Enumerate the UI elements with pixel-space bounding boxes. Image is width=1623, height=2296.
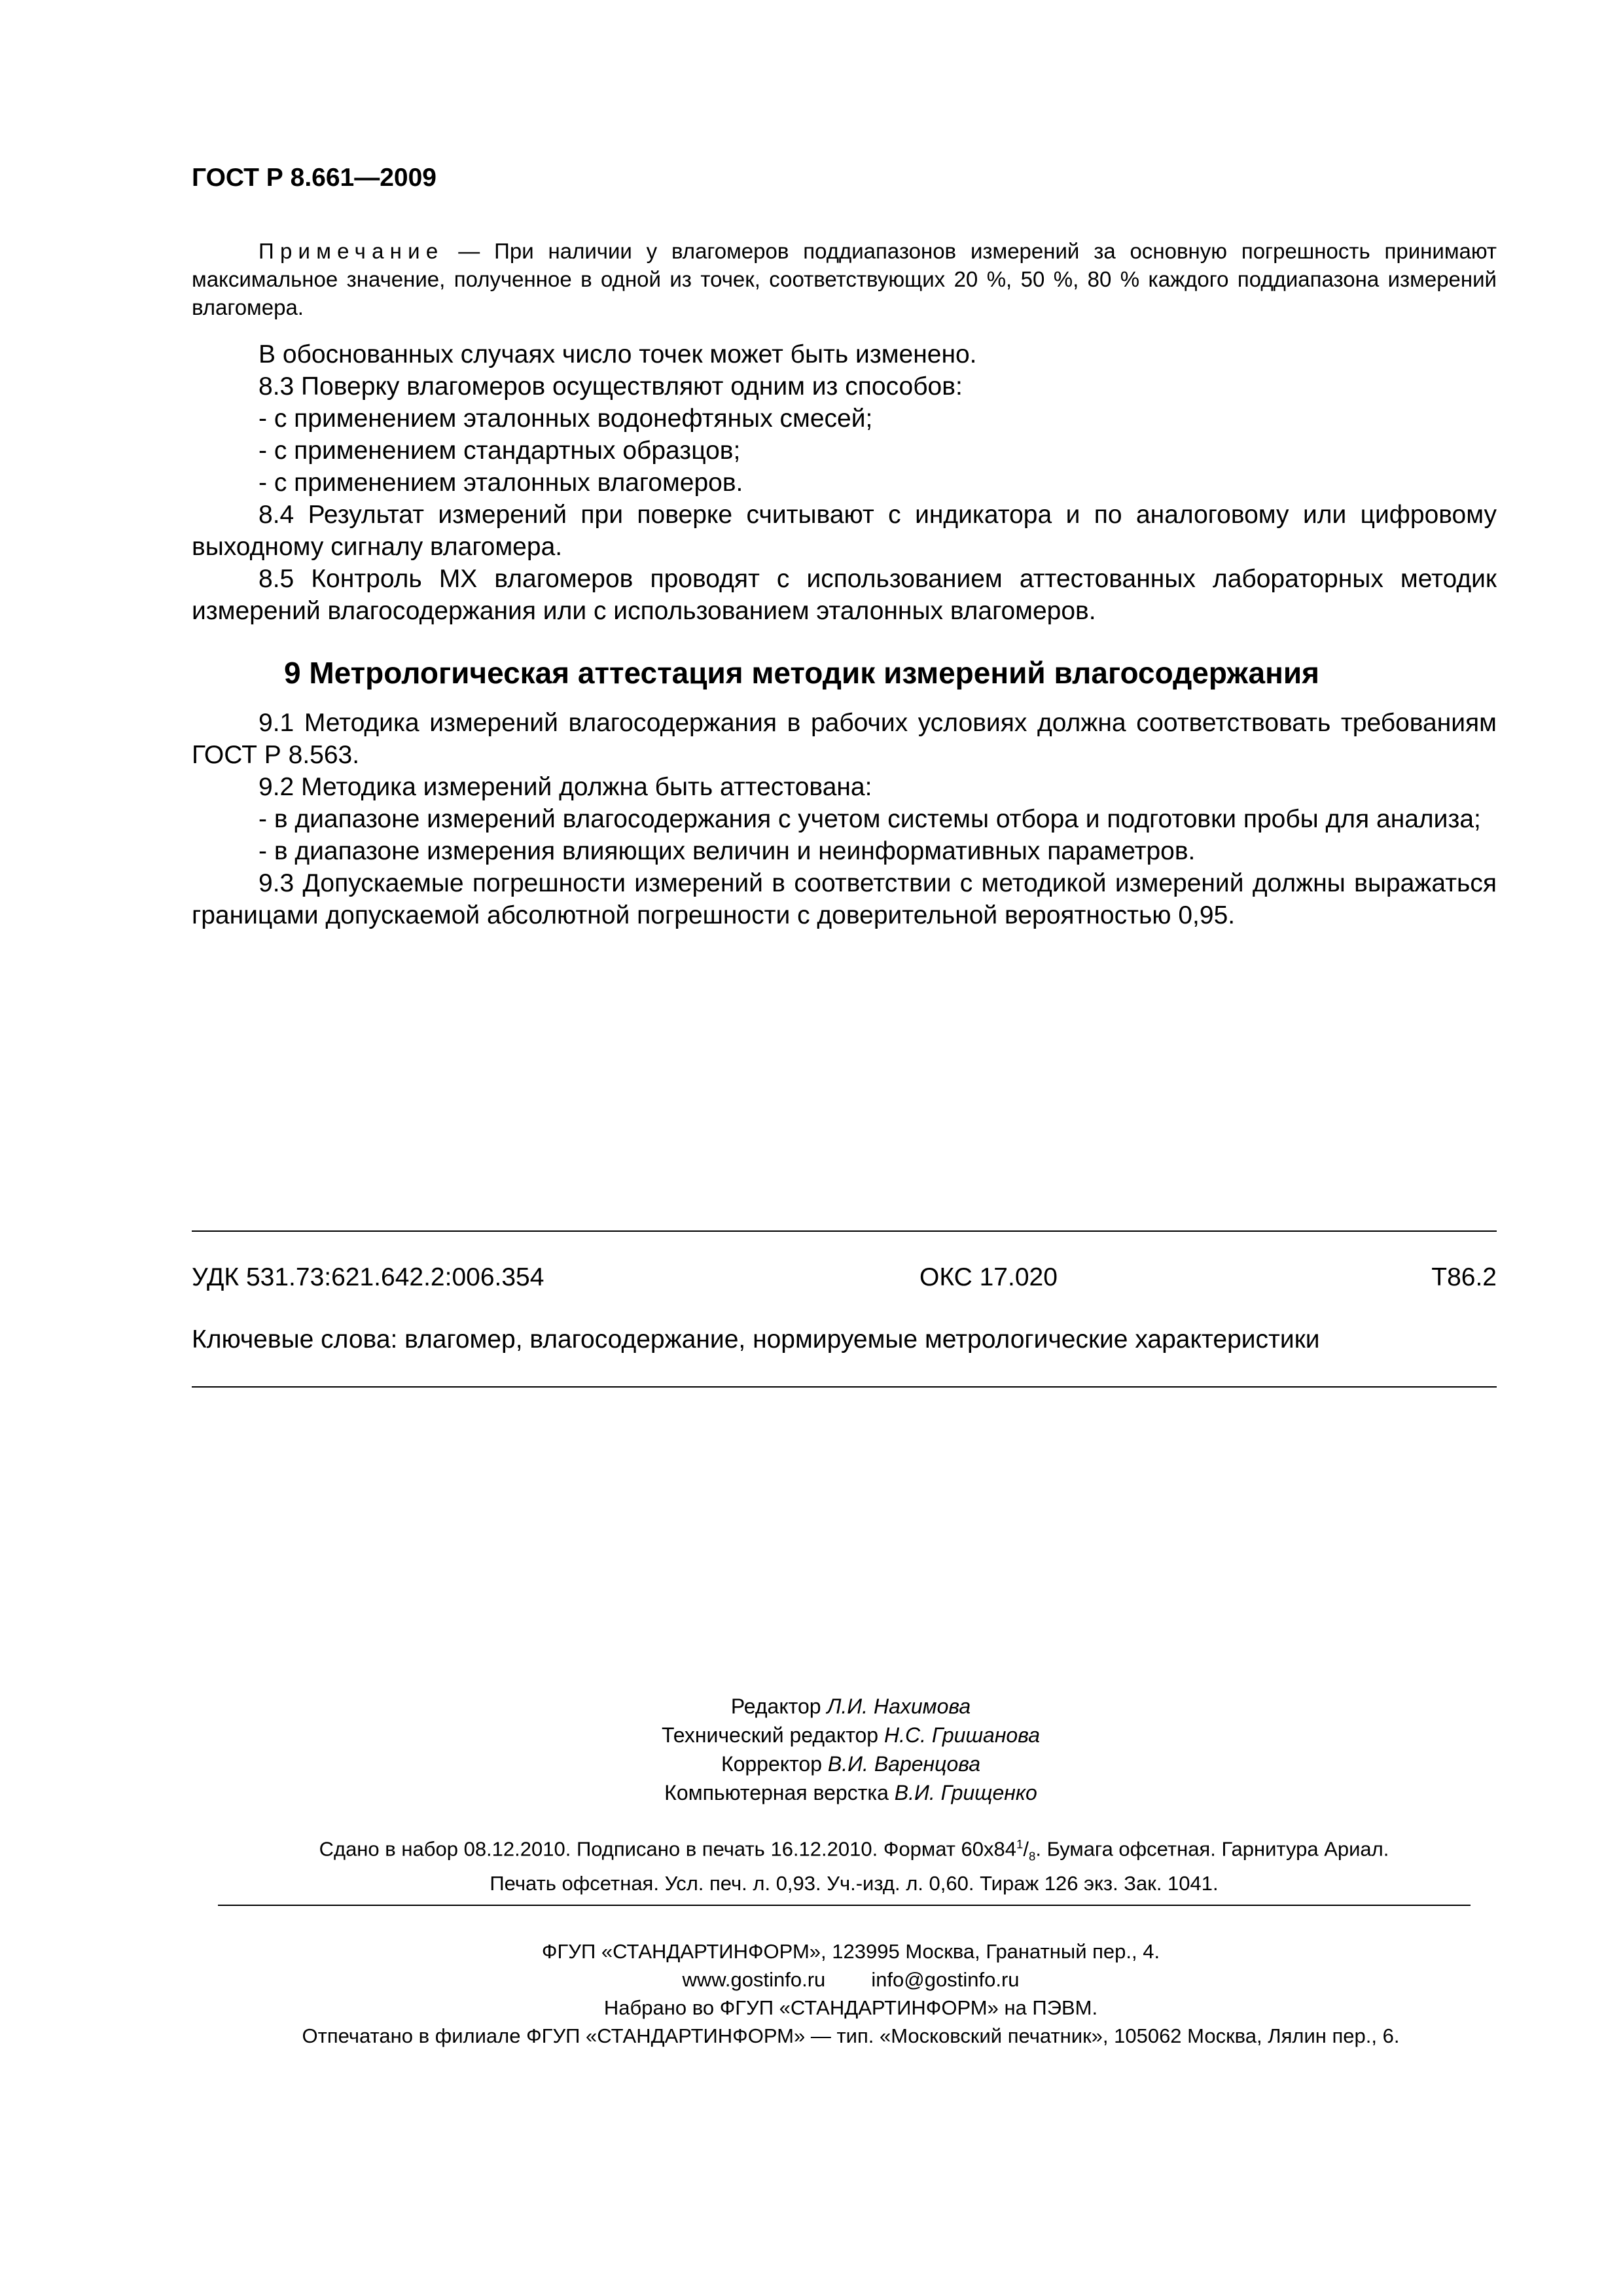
printer-address: ФГУП «СТАНДАРТИНФОРМ», 123995 Москва, Гранатный пер., 4. — [541, 1940, 1160, 1963]
category-code: Т86.2 — [1431, 1263, 1497, 1291]
credit-name: В.И. Грищенко — [894, 1781, 1037, 1804]
credit-name: Н.С. Гришанова — [883, 1723, 1041, 1747]
publication-info — [0, 1831, 1623, 1897]
publication-text: . Бумага офсетная. Гарнитура Ариал. — [1035, 1837, 1389, 1861]
paragraph-9-2: 9.2 Методика измерений должна быть аттестована: — [259, 773, 872, 801]
divider-top — [192, 1230, 1497, 1232]
paragraph-8-5: 8.5 Контроль МХ влагомеров проводят с использованием аттестованных лабораторных методик измерений влагосодержания или с использованием эталонных влагомеров. — [192, 565, 1497, 625]
credit-name: В.И. Варенцова — [827, 1752, 981, 1776]
format-sub: 8 — [1029, 1849, 1036, 1863]
list-item: - с применением эталонных водонефтяных смесей; — [259, 404, 873, 433]
section-8-content — [192, 338, 1497, 627]
credit-name: Л.И. Нахимова — [827, 1695, 971, 1718]
format-sup: 1 — [1016, 1837, 1024, 1851]
list-item: - в диапазоне измерений влагосодержания с учетом системы отбора и подготовки пробы для анализа; — [259, 805, 1481, 833]
oks-code: ОКС 17.020 — [919, 1263, 1058, 1291]
credit-proofreader — [0, 1749, 1623, 1778]
publication-line-1: Сдано в набор 08.12.2010. Подписано в печать 16.12.2010. Формат $60x84^1/_8$. Бумага офсетная. Гарнитура Ариал. — [319, 1837, 1389, 1863]
list-item: - с применением эталонных влагомеров. — [259, 469, 743, 497]
note-text: — При наличии у влагомеров поддиапазонов измерений за основную погрешность принимают максимальное значение, полученное в одной из точек, соответствующих 20 %, 50 %, 80 % каждого поддиапазона измерений влагомера. — [192, 239, 1497, 319]
document-header: ГОСТ Р 8.661—2009 — [192, 164, 437, 192]
printer-info — [0, 1937, 1623, 2050]
paragraph-8-3: 8.3 Поверку влагомеров осуществляют одним из способов: — [259, 372, 963, 401]
udk-code: УДК 531.73:621.642.2:006.354 — [192, 1263, 544, 1291]
credits-block — [0, 1692, 1623, 1807]
publication-line-2: Печать офсетная. Усл. печ. л. 0,93. Уч.-изд. л. 0,60. Тираж 126 экз. Зак. 1041. — [490, 1871, 1219, 1895]
credit-role: Корректор — [721, 1752, 828, 1776]
credit-role: Компьютерная верстка — [664, 1781, 895, 1804]
keywords-line: Ключевые слова: влагомер, влагосодержание, нормируемые метрологические характеристики — [192, 1325, 1320, 1354]
printer-website: www.gostinfo.ru — [682, 1968, 826, 1991]
paragraph-9-3: 9.3 Допускаемые погрешности измерений в соответствии с методикой измерений должны выражаться границами допускаемой абсолютной погрешности с доверительной вероятностью 0,95. — [192, 869, 1497, 929]
credit-layout — [0, 1778, 1623, 1807]
printer-typeset: Набрано во ФГУП «СТАНДАРТИНФОРМ» на ПЭВМ. — [603, 1996, 1098, 2019]
paragraph-8-4: 8.4 Результат измерений при поверке считывают с индикатора и по аналоговому или цифровому выходному сигналу влагомера. — [192, 501, 1497, 561]
document-body — [192, 237, 1497, 931]
paragraph-9-1: 9.1 Методика измерений влагосодержания в рабочих условиях должна соответствовать требованиям ГОСТ Р 8.563. — [192, 709, 1497, 769]
list-item: - в диапазоне измерения влияющих величин и неинформативных параметров. — [259, 837, 1196, 865]
paragraph-points: В обоснованных случаях число точек может быть изменено. — [259, 340, 977, 368]
note-label: Примечание — [259, 239, 444, 263]
note-paragraph — [192, 237, 1497, 321]
credit-role: Редактор — [730, 1695, 827, 1718]
section-9-content — [192, 707, 1497, 931]
divider-publisher — [218, 1905, 1471, 1906]
list-item: - с применением стандартных образцов; — [259, 437, 741, 465]
section-9-heading: 9 Метрологическая аттестация методик измерений влагосодержания — [284, 656, 1320, 690]
credit-tech-editor — [0, 1721, 1623, 1749]
publication-text: Сдано в набор 08.12.2010. Подписано в печать 16.12.2010. Формат 60x84 — [319, 1837, 1017, 1861]
printer-email: info@gostinfo.ru — [871, 1968, 1020, 1991]
credit-role: Технический редактор — [661, 1723, 884, 1747]
printer-contacts — [0, 1965, 1623, 1994]
printer-printed: Отпечатано в филиале ФГУП «СТАНДАРТИНФОРМ» — тип. «Московский печатник», 105062 Москва, Лялин пер., 6. — [302, 2024, 1400, 2047]
divider-bottom — [192, 1386, 1497, 1388]
credit-editor — [0, 1692, 1623, 1721]
